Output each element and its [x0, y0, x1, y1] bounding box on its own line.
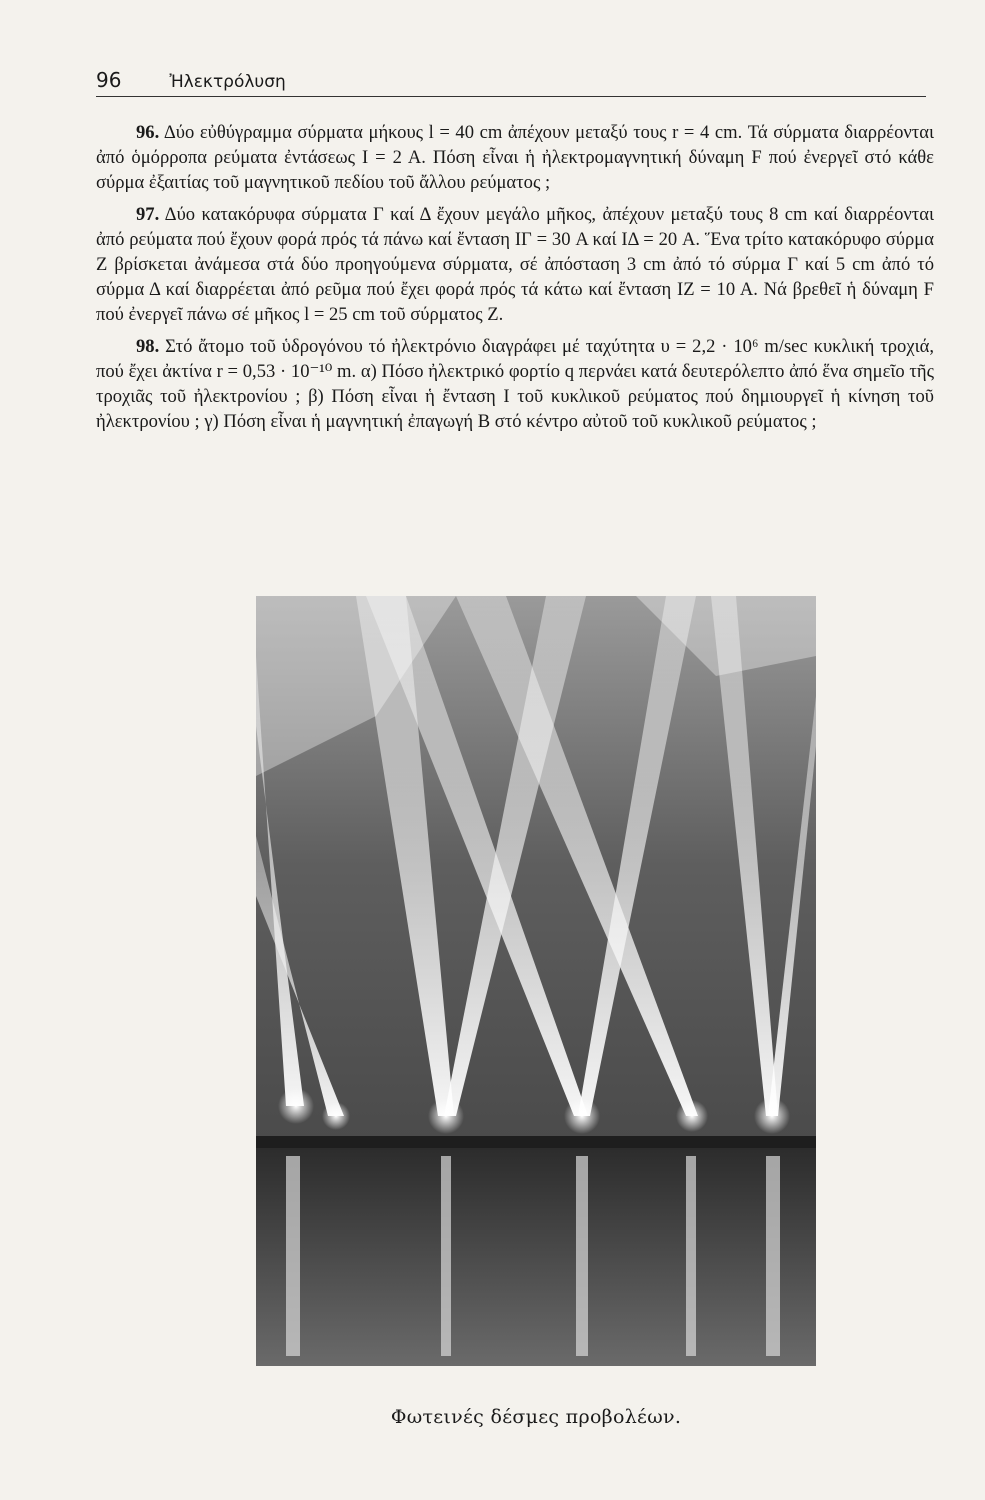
searchlight-photo — [256, 596, 816, 1366]
figure-caption: Φωτεινές δέσμες προβολέων. — [390, 1406, 682, 1428]
problem-list — [96, 120, 934, 440]
searchlight-beams-image — [256, 596, 816, 1366]
page-number: 96 — [96, 68, 122, 92]
running-title: Ἠλεκτρόλυση — [169, 72, 286, 92]
problem-text: Στό ἄτομο τοῦ ὑδρογόνου τό ἠλεκτρόνιο διαγράφει μέ ταχύτητα υ = 2,2 · 10⁶ m/sec κυκλική τροχιά, πού ἔχει ἀκτίνα r = 0,53 · 10⁻¹⁰ m. α) Πόσο ἠλεκτρικό φορτίο q περνάει κατά δευτερόλεπτο ἀπό ἕνα σημεῖο τῆς τροχιᾶς τοῦ ἠλεκτρονίου ; β) Πόση εἶναι ἡ ἔνταση I τοῦ κυκλικοῦ ρεύματος πού δημιουργεῖ ἡ κίνηση τοῦ ἠλεκτρονίου ; γ) Πόση εἶναι ἡ μαγνητική ἐπαγωγή B στό κέντρο αὐτοῦ τοῦ κυκλικοῦ ρεύματος ; — [96, 335, 934, 433]
problem-number: 97. — [136, 203, 160, 225]
problem-96 — [96, 120, 934, 196]
problem-98 — [96, 334, 934, 435]
problem-number: 98. — [136, 335, 160, 357]
problem-97 — [96, 202, 934, 328]
problem-number: 96. — [136, 122, 160, 143]
header-rule — [96, 96, 926, 97]
page-header — [96, 68, 926, 92]
problem-text: Δύο εὐθύγραμμα σύρματα μήκους l = 40 cm ἀπέχουν μεταξύ τους r = 4 cm. Τά σύρματα διαρρέονται ἀπό ὁμόρροπα ρεύματα ἐντάσεως I = 2 A. Πόση εἶναι ἡ ἠλεκτρομαγνητική δύναμη F πού ἐνεργεῖ στό κάθε σύρμα ἐξαιτίας τοῦ μαγνητικοῦ πεδίου τοῦ ἄλλου ρεύματος ; — [96, 122, 934, 194]
problem-text: Δύο κατακόρυφα σύρματα Γ καί Δ ἔχουν μεγάλο μῆκος, ἀπέχουν μεταξύ τους 8 cm καί διαρρέονται ἀπό ρεύματα πού ἔχουν φορά πρός τά πάνω καί ἔνταση IΓ = 30 A καί IΔ = 20 A. Ἕνα τρίτο κατακόρυφο σύρμα Z βρίσκεται ἀνάμεσα στά δύο προηγούμενα σύρματα, σέ ἀπόσταση 3 cm ἀπό τό σύρμα Γ καί 5 cm ἀπό τό σύρμα Δ καί διαρρέεται ἀπό ρεῦμα πού ἔχει φορά πρός τά κάτω καί ἔνταση IZ = 10 A. Νά βρεθεῖ ἡ δύναμη F πού ἐνεργεῖ πάνω σέ μῆκος l = 25 cm τοῦ σύρματος Z. — [96, 203, 934, 326]
